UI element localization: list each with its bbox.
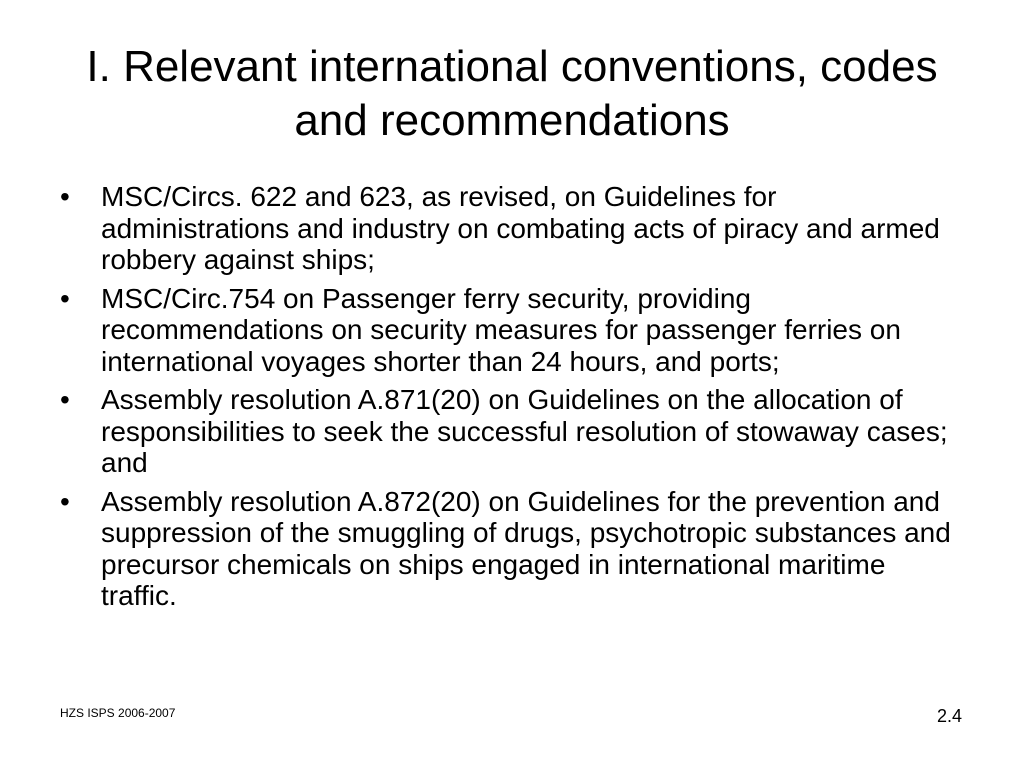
bullet-item	[60, 486, 964, 612]
bullet-item	[60, 384, 964, 479]
bullet-marker: •	[60, 181, 70, 212]
bullet-marker: •	[60, 485, 70, 517]
bullet-marker: •	[60, 282, 70, 314]
bullet-text: MSC/Circs. 622 and 623, as revised, on Guidelines for administrations and industry on combating acts of piracy and armed robbery against ships;	[101, 181, 940, 275]
bullet-marker: •	[60, 384, 70, 415]
bullet-text: Assembly resolution A.872(20) on Guidelines for the prevention and suppression of the smuggling of drugs, psychotropic substances and precursor chemicals on ships engaged in international maritime traffic.	[101, 485, 951, 611]
footer-source: HZS ISPS 2006-2007	[60, 706, 176, 720]
bullet-item	[60, 181, 964, 276]
bullet-text: Assembly resolution A.871(20) on Guidelines on the allocation of responsibilities to seek the successful resolution of stowaway cases; and	[101, 384, 964, 478]
bullet-item	[60, 283, 964, 378]
bullet-list	[60, 181, 964, 619]
bullet-text: MSC/Circ.754 on Passenger ferry security, providing recommendations on security measures for passenger ferries on international voyages shorter than 24 hours, and ports;	[101, 282, 901, 377]
page-number: 2.4	[936, 706, 962, 726]
slide-title: I. Relevant international conventions, codes and recommendations	[86, 42, 938, 145]
